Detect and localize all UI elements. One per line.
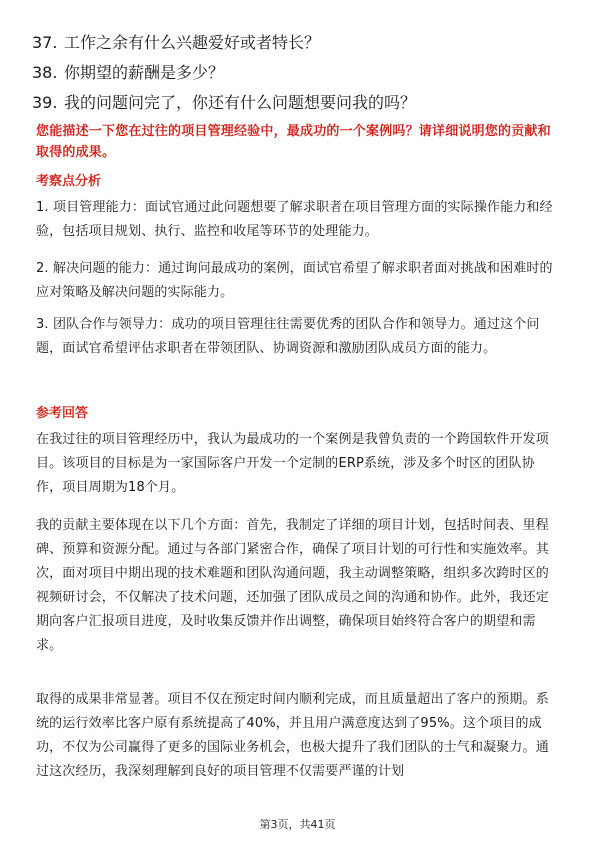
analysis-point: 3. 团队合作与领导力：成功的项目管理往往需要优秀的团队合作和领导力。通过这个问题，面试官希望评估求职者在带领团队、协调资源和激励团队成员方面的能力。 bbox=[36, 317, 540, 356]
answer-paragraph: 取得的成果非常显著。项目不仅在预定时间内顺利完成，而且质量超出了客户的预期。系统的运行效率比客户原有系统提高了40%，并且用户满意度达到了95%。这个项目的成功，不仅为公司赢得了更多的国际业务机会，也极大提升了我们团队的士气和凝聚力。通过这次经历，我深刻理解到良好的项目管理不仅需要严谨的计划 bbox=[36, 692, 549, 779]
question-text: 我的问题问完了，你还有什么问题想要问我的吗？ bbox=[64, 93, 417, 112]
question-list bbox=[32, 28, 572, 118]
analysis-point: 2. 解决问题的能力：通过询问最成功的案例，面试官希望了解求职者面对挑战和困难时的应对策略及解决问题的实际能力。 bbox=[36, 261, 553, 300]
answer-paragraph: 我的贡献主要体现在以下几个方面：首先，我制定了详细的项目计划，包括时间表、里程碑、预算和资源分配。通过与各部门紧密合作，确保了项目计划的可行性和实施效率。其次，面对项目中期出现的技术难题和团队沟通问题，我主动调整策略，组织多次跨时区的视频研讨会，不仅解决了技术问题，还加强了团队成员之间的沟通和协作。此外，我还定期向客户汇报项目进度，及时收集反馈并作出调整，确保项目始终符合客户的期望和需求。 bbox=[36, 518, 549, 653]
list-item bbox=[32, 88, 572, 118]
question-text: 工作之余有什么兴趣爱好或者特长？ bbox=[64, 33, 321, 52]
analysis-heading: 考察点分析 bbox=[36, 174, 102, 189]
question-number: 37. bbox=[32, 33, 58, 52]
answer-heading: 参考回答 bbox=[36, 406, 89, 421]
analysis-point: 1. 项目管理能力：面试官通过此问题想要了解求职者在项目管理方面的实际操作能力和经验，包括项目规划、执行、监控和收尾等环节的处理能力。 bbox=[36, 200, 553, 239]
question-text: 你期望的薪酬是多少？ bbox=[64, 63, 225, 82]
list-item bbox=[32, 28, 572, 58]
question-number: 38. bbox=[32, 63, 58, 82]
answer-paragraph: 在我过往的项目管理经历中，我认为最成功的一个案例是我曾负责的一个跨国软件开发项目。该项目的目标是为一家国际客户开发一个定制的ERP系统，涉及多个时区的团队协作，项目周期为18个月。 bbox=[36, 432, 549, 495]
question-number: 39. bbox=[32, 93, 58, 112]
main-question: 您能描述一下您在过往的项目管理经验中，最成功的一个案例吗？请详细说明您的贡献和取得的成果。 bbox=[36, 124, 551, 160]
page-footer: 第3页，共41页 bbox=[259, 818, 336, 831]
list-item bbox=[32, 58, 572, 88]
